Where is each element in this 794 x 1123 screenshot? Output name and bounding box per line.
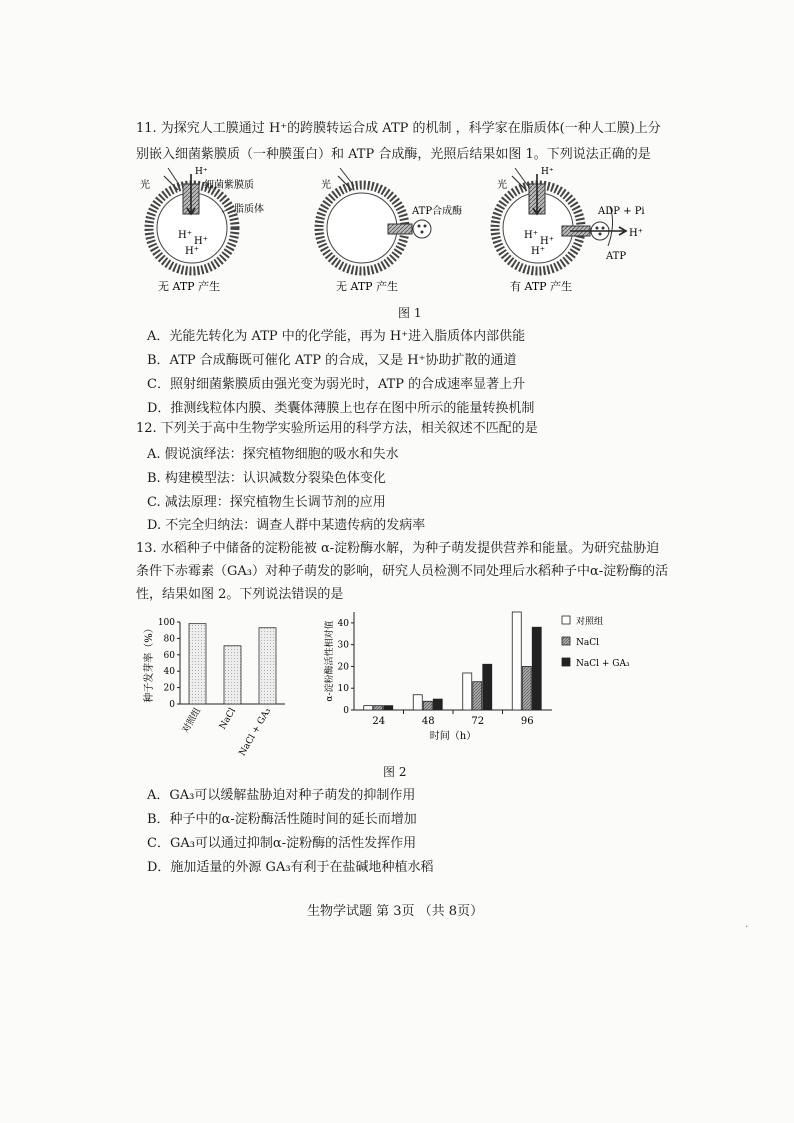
legend-label: NaCl + GA₃ (576, 659, 630, 669)
legend-swatch (562, 637, 570, 645)
amylase-bar-2 (532, 627, 541, 710)
svg-text:H⁺: H⁺ (541, 167, 554, 177)
q12-option-c: C. 减法原理：探究植物生长调节剂的应用 (147, 495, 386, 510)
x-tick-label: 48 (421, 716, 435, 727)
amylase-bar-2 (433, 699, 442, 710)
atp-synthase-label: ATP合成酶 (412, 206, 463, 217)
liposome-1 (140, 167, 264, 293)
q13-option-b: B．种子中的α-淀粉酶活性随时间的延长而增加 (147, 812, 417, 827)
amylase-bar-1 (522, 666, 531, 710)
q11-stem-line2: 别嵌入细菌紫膜质（一种膜蛋白）和 ATP 合成酶，光照后结果如图 1。下列说法正确的是 (136, 147, 651, 162)
figure-1-label: 图 1 (398, 306, 422, 320)
q12-stem: 12. 下列关于高中生物学实验所运用的科学方法，相关叙述不匹配的是 (136, 421, 538, 436)
legend-label: NaCl (576, 638, 600, 648)
y-tick-label: 40 (337, 618, 349, 629)
q13-option-a: A．GA₃可以缓解盐胁迫对种子萌发的抑制作用 (147, 788, 416, 803)
q13-option-c: C．GA₃可以通过抑制α-淀粉酶的活性发挥作用 (147, 836, 417, 851)
figure-1-liposome-diagram (140, 166, 670, 296)
svg-text:H⁺: H⁺ (194, 236, 208, 247)
y-tick-label: 10 (337, 684, 349, 695)
amylase-bar-0 (413, 695, 422, 710)
caption-liposome-3: 有 ATP 产生 (510, 280, 573, 293)
germination-bar (259, 628, 276, 704)
q11-stem-line1: 11. 为探究人工膜通过 H⁺的跨膜转运合成 ATP 的机制 ，科学家在脂质体(一种人工膜)上分 (136, 121, 661, 136)
svg-text:H⁺: H⁺ (195, 167, 208, 177)
q13-stem-line1: 13. 水稻种子中储备的淀粉能被 α-淀粉酶水解，为种子萌发提供营养和能量。为研究盐胁迫 (136, 541, 660, 556)
x-tick-label: 72 (471, 716, 485, 727)
q13-stem-line2: 条件下赤霉素（GA₃）对种子萌发的影响，研究人员检测不同处理后水稻种子中α-淀粉酶的活 (136, 564, 669, 579)
bacteriorhodopsin-label: 细菌紫膜质 (204, 180, 254, 191)
q12-option-b: B. 构建模型法：认识减数分裂染色体变化 (147, 471, 386, 486)
liposome-3 (495, 167, 645, 293)
caption-liposome-2: 无 ATP 产生 (336, 280, 399, 293)
q12-option-d: D. 不完全归纳法：调查人群中某遗传病的发病率 (147, 518, 426, 533)
amylase-bar-0 (463, 673, 472, 710)
amylase-bar-2 (384, 706, 393, 710)
svg-text:H⁺: H⁺ (524, 230, 538, 241)
light-label-1: 光 (140, 180, 150, 191)
q13-stem-line3: 性，结果如图 2。下列说法错误的是 (136, 587, 344, 602)
germination-bar (224, 646, 241, 704)
svg-text:H⁺: H⁺ (185, 246, 199, 257)
y-tick-label: 0 (343, 706, 349, 716)
q13-option-d: D．施加适量的外源 GA₃有利于在盐碱地种植水稻 (147, 860, 434, 875)
y-tick-label: 40 (163, 667, 175, 678)
svg-text:H⁺: H⁺ (540, 236, 554, 247)
y-tick-label: 100 (157, 618, 175, 628)
page-footer: 生物学试题 第 3页 （共 8页） (307, 904, 484, 919)
q11-option-d: D．推测线粒体内膜、类囊体薄膜上也存在图中所示的能量转换机制 (147, 401, 535, 416)
x-tick-label: 对照组 (180, 706, 204, 735)
y-tick-label: 0 (169, 700, 175, 710)
atp-label: ATP (606, 251, 627, 262)
amylase-bar-1 (423, 701, 432, 710)
y-tick-label: 20 (337, 662, 349, 673)
liposome-2 (319, 168, 462, 293)
caption-liposome-1: 无 ATP 产生 (158, 280, 221, 293)
germination-rate-chart (140, 612, 290, 762)
amylase-bar-0 (364, 706, 373, 710)
y-tick-label: 30 (337, 640, 349, 651)
legend-swatch (562, 616, 570, 624)
adp-pi-label: ADP + Pi (598, 206, 645, 217)
svg-text:H⁺: H⁺ (178, 230, 192, 241)
x-tick-label: 96 (520, 716, 534, 727)
svg-text:H⁺: H⁺ (531, 246, 545, 257)
x-tick-label: NaCl + GA₃ (237, 706, 274, 758)
legend-label: 对照组 (576, 617, 604, 627)
amylase-bar-0 (512, 612, 521, 710)
x-tick-label: 24 (372, 716, 386, 727)
q11-option-c: C．照射细菌紫膜质由强光变为弱光时，ATP 的合成速率显著上升 (147, 377, 526, 392)
atp-synthase-2 (388, 224, 412, 234)
q11-option-a: A．光能先转化为 ATP 中的化学能，再为 H⁺进入脂质体内部供能 (147, 329, 526, 344)
x-tick-label: NaCl (217, 706, 239, 732)
q12-option-a: A. 假说演绎法：探究植物细胞的吸水和失水 (147, 447, 399, 462)
y-axis-label: 种子发芽率（%） (144, 623, 155, 703)
svg-text:H⁺: H⁺ (629, 228, 643, 239)
figure-2-label: 图 2 (383, 765, 407, 779)
light-label-2: 光 (321, 180, 331, 191)
liposome-label: 脂质体 (234, 204, 264, 215)
amylase-activity-chart (322, 604, 682, 744)
y-tick-label: 20 (163, 683, 175, 694)
q11-option-b: B．ATP 合成酶既可催化 ATP 的合成，又是 H⁺协助扩散的通道 (147, 353, 517, 368)
germination-bar (189, 624, 206, 704)
amylase-bar-2 (483, 664, 492, 710)
amylase-bar-1 (374, 706, 383, 710)
light-label-3: 光 (497, 180, 507, 191)
stray-mark: · (745, 922, 749, 933)
y-tick-label: 60 (163, 650, 175, 661)
amylase-bar-1 (473, 682, 482, 710)
legend-swatch (562, 658, 570, 666)
y-axis-label: α-淀粉酶活性相对值 (325, 620, 335, 702)
y-tick-label: 80 (163, 634, 175, 645)
x-axis-label: 时间（h） (429, 731, 477, 742)
